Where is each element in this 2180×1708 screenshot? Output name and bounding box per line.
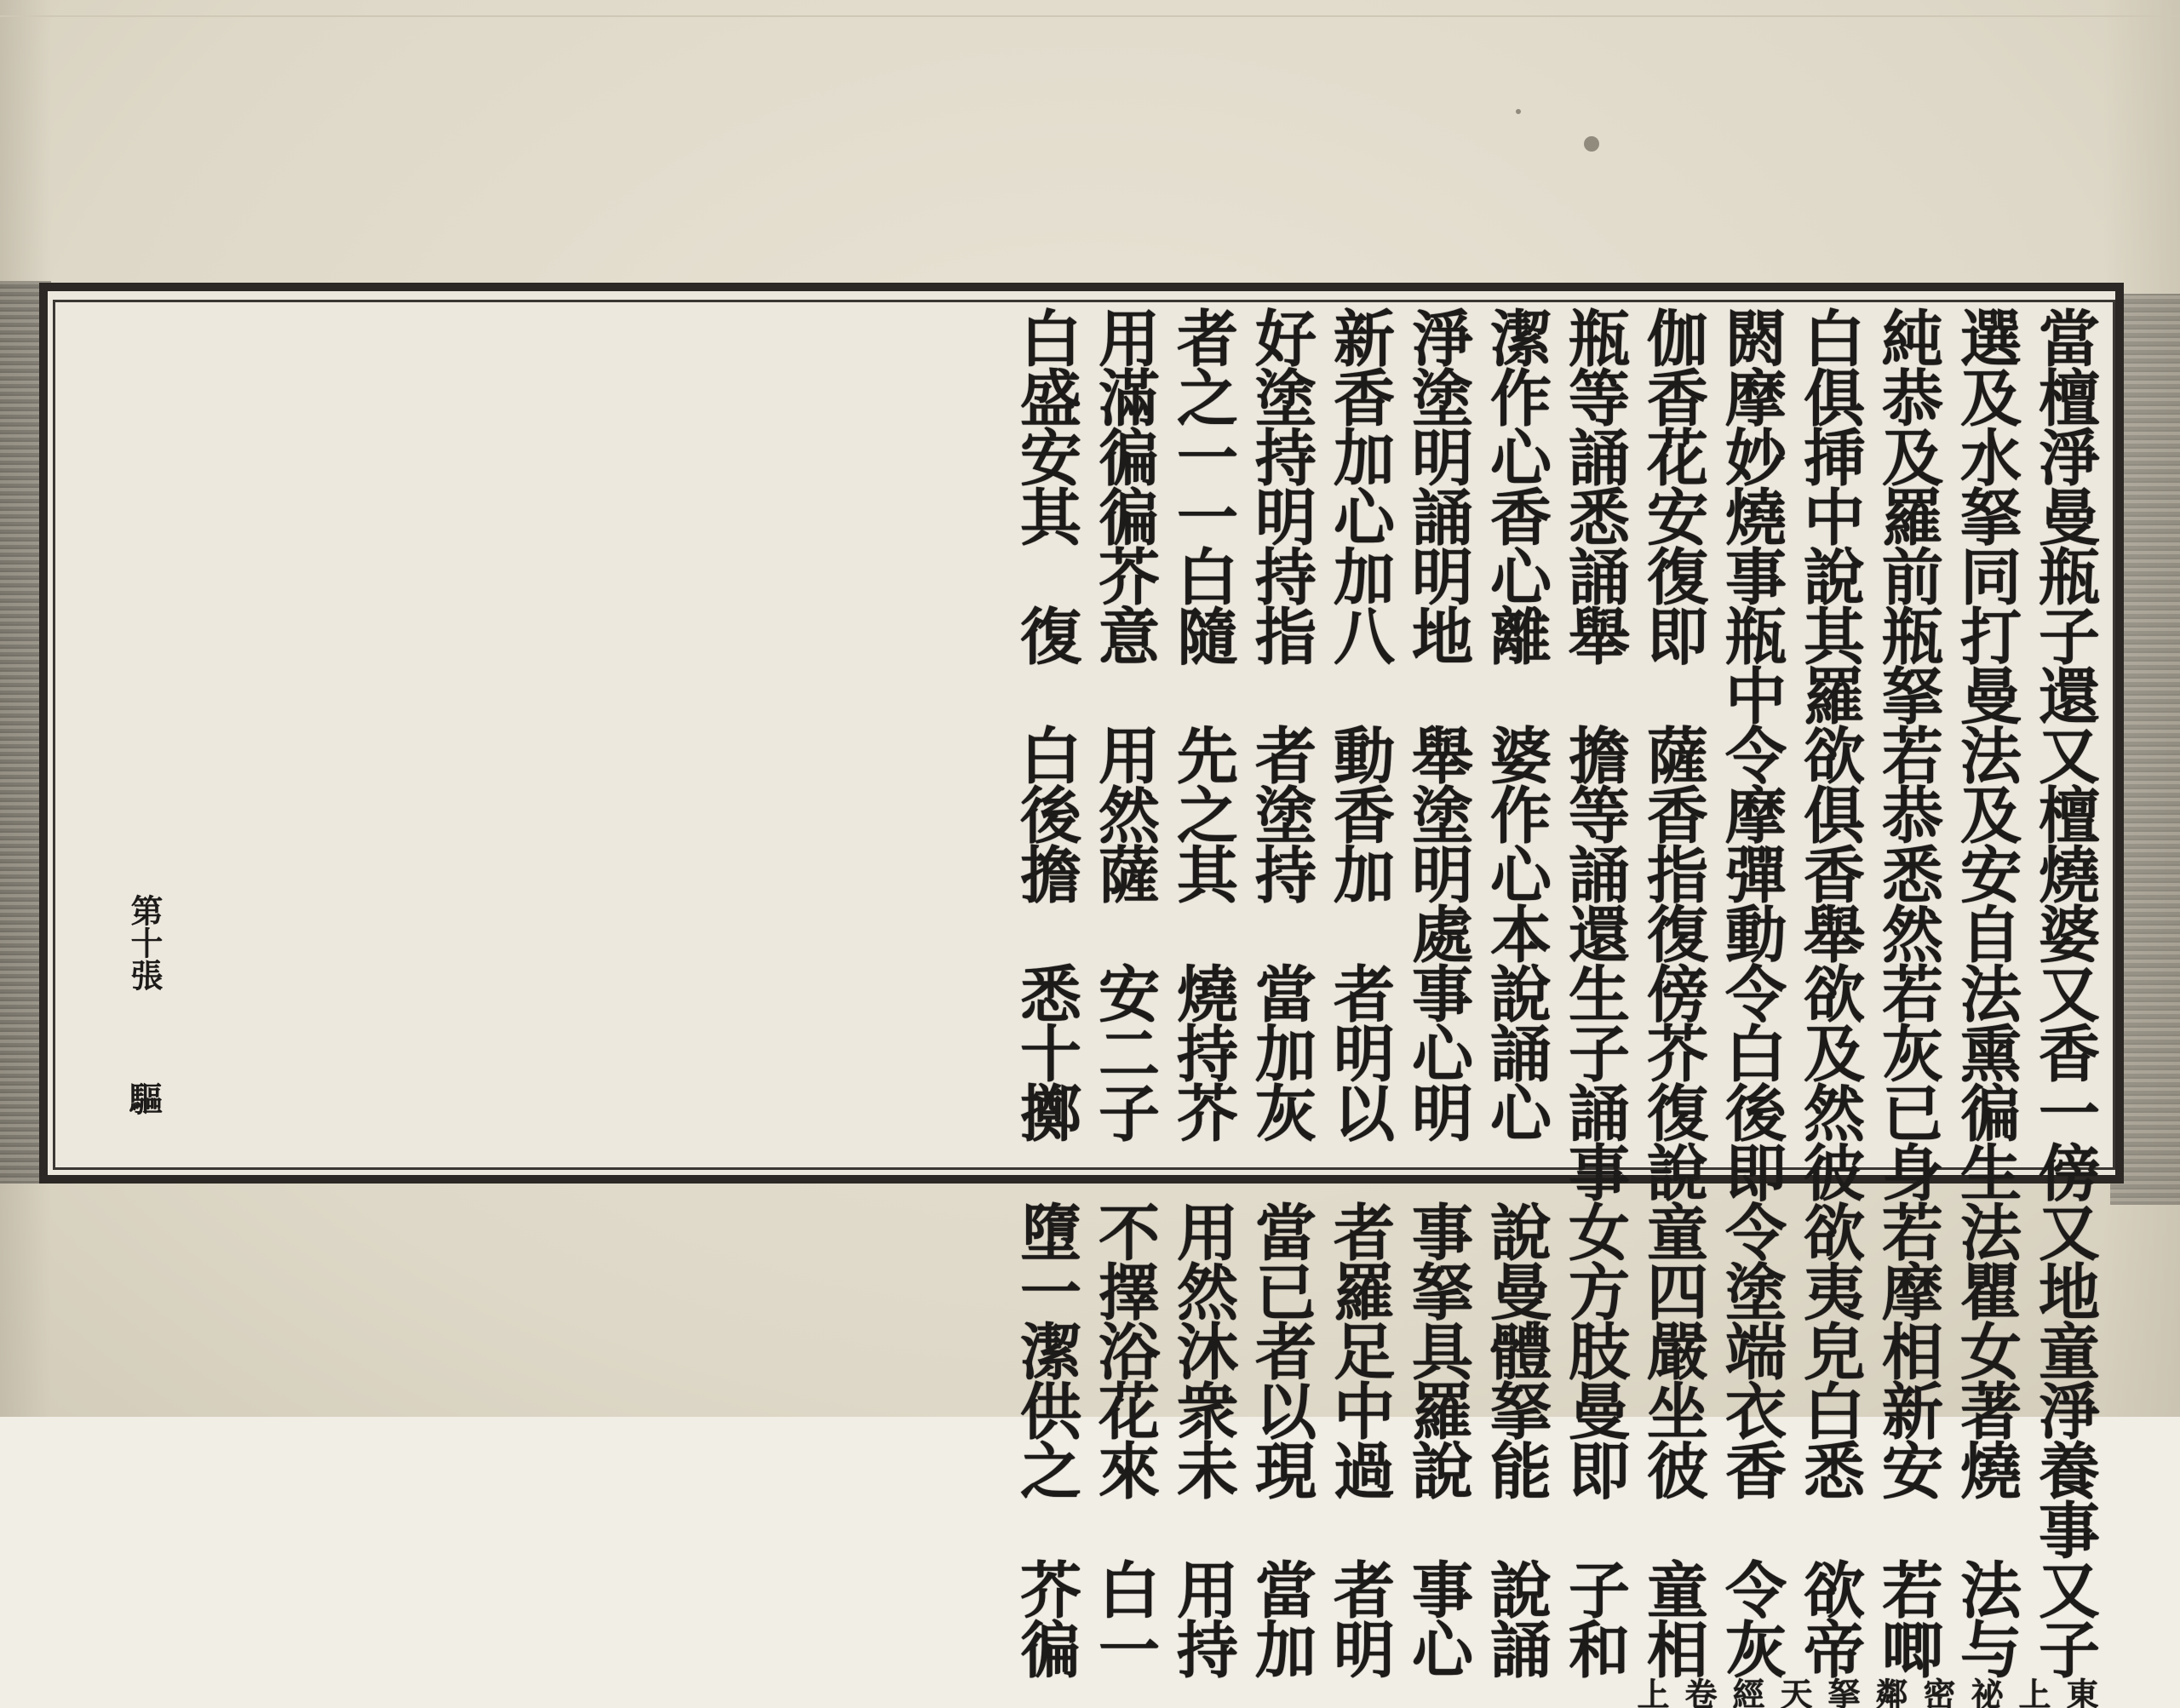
top-margin-line bbox=[0, 15, 2180, 17]
block-mark: 驅 bbox=[123, 1081, 164, 1115]
text-column-9: 檀及恭俱摩香等作塗香塗之然後 bbox=[1010, 783, 2101, 843]
text-column-20: 養燒安悉香彼即能說過現未來之 bbox=[1010, 1439, 2101, 1499]
vertical-text-block bbox=[60, 307, 2103, 1708]
ink-stain bbox=[1584, 136, 1599, 152]
text-column-11: 婆自然舉動復還本處 bbox=[1402, 903, 2101, 962]
text-column-23: 子与唧帝灰相和誦心明加持一徧 bbox=[1010, 1618, 2101, 1677]
margin-title: 東上祕密鄰拏天經卷上 bbox=[1632, 1677, 2099, 1708]
text-column-19: 淨著新白衣坐曼拏羅中以衆花供 bbox=[1010, 1379, 2101, 1439]
folio-number: 第十張 bbox=[125, 894, 164, 991]
text-column-14: 一徧已然後復誦心明以灰芥子擲 bbox=[1010, 1081, 2101, 1141]
text-column-2: 檀及恭俱摩香等作塗香塗之滿盛 bbox=[1010, 366, 2101, 426]
text-column-6: 子打瓶其瓶即舉離地八指隨意復 bbox=[1010, 605, 2101, 664]
ink-stain bbox=[1516, 109, 1521, 114]
text-column-4: 曼拏羅中燒安悉香誦心明一徧其 bbox=[1010, 485, 2101, 545]
text-column-15: 傍生身彼即說事 bbox=[1558, 1141, 2101, 1201]
text-column-1: 當選純白閼伽瓶潔淨新好者用白 bbox=[1010, 307, 2101, 366]
text-column-5: 瓶同前說事復誦心明加持白芥 bbox=[1088, 545, 2101, 605]
text-column-8: 又法若欲令薩擔婆舉動者先用白 bbox=[1010, 724, 2101, 783]
text-column-10: 燒安悉香彈指誦心明加持其薩擔 bbox=[1010, 843, 2101, 903]
text-column-18: 童女相皃端嚴肢體具足者沐浴潔 bbox=[1010, 1320, 2101, 1379]
text-column-21: 事 bbox=[2028, 1499, 2101, 1558]
text-column-16: 又法若欲令童女說事者當用不墮 bbox=[1010, 1201, 2101, 1260]
text-column-13: 香熏灰及白芥子誦心明加持二十 bbox=[1010, 1022, 2101, 1081]
text-column-12: 又法若欲令傍生說事者當燒安悉 bbox=[1010, 962, 2101, 1022]
text-column-7: 還曼拏羅中 bbox=[1715, 664, 2101, 724]
text-column-3: 淨水及挿妙花誦心明加持一徧安 bbox=[1010, 426, 2101, 485]
text-column-17: 地瞿摩夷塗四方曼拏羅已然擇一 bbox=[1010, 1260, 2101, 1320]
text-column-22: 又法若欲令童子說事者當用白芥 bbox=[1010, 1558, 2101, 1618]
